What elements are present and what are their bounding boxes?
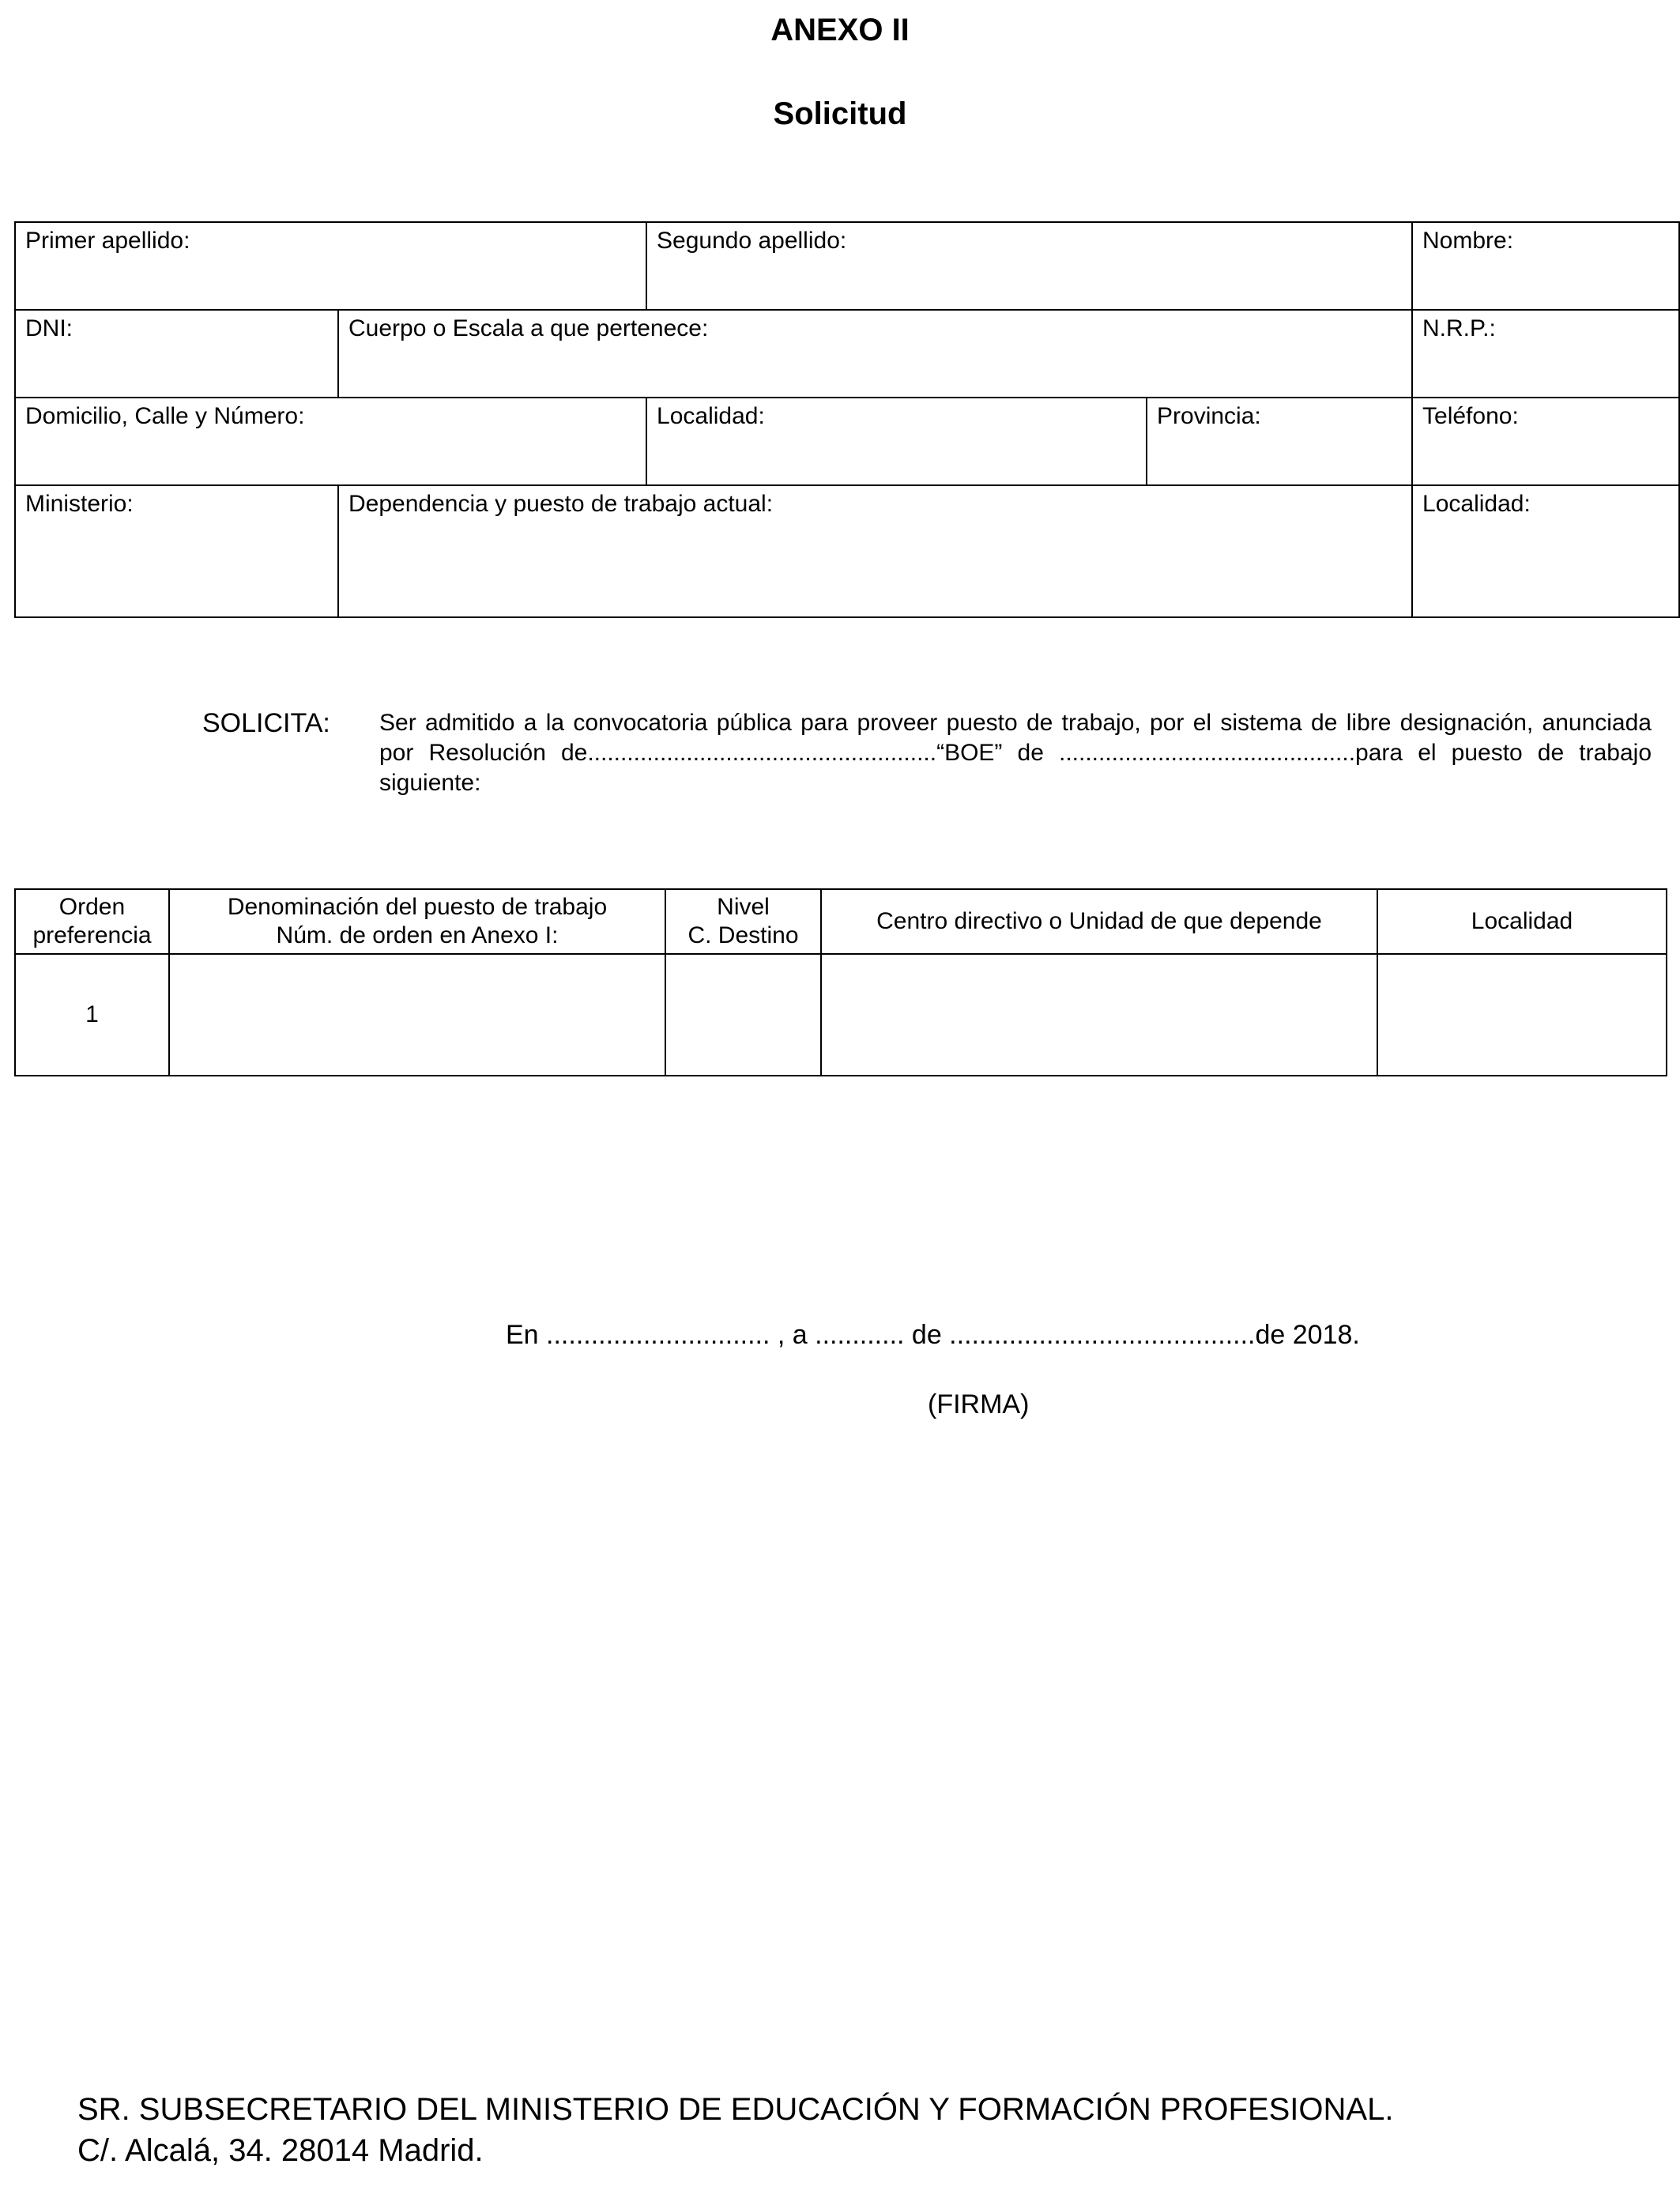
signature-label: (FIRMA) bbox=[928, 1389, 1030, 1419]
table-header-row bbox=[15, 889, 1667, 954]
annex-title: ANEXO II bbox=[770, 13, 910, 47]
field-dni[interactable] bbox=[15, 310, 338, 398]
field-label: Cuerpo o Escala a que pertenece: bbox=[348, 315, 709, 341]
solicita-text: Ser admitido a la convocatoria pública para proveer puesto de trabajo, por el sistema de libre designación, anunciada por Resolución de.....................................................“BOE” de .............................................para el puesto de trabajo siguiente: bbox=[379, 710, 1652, 796]
field-label: Localidad: bbox=[1422, 491, 1531, 517]
header-centro: Centro directivo o Unidad de que depende bbox=[821, 889, 1377, 954]
header-nivel-line2: C. Destino bbox=[687, 922, 799, 948]
header-denominacion bbox=[169, 889, 665, 954]
header-orden-line2: preferencia bbox=[32, 922, 152, 948]
field-label: Localidad: bbox=[657, 403, 765, 429]
field-label: Dependencia y puesto de trabajo actual: bbox=[348, 491, 774, 517]
table-row bbox=[15, 954, 1667, 1076]
field-label: Nombre: bbox=[1422, 228, 1514, 254]
personal-data-table bbox=[14, 221, 1680, 618]
header-denominacion-line2: Núm. de orden en Anexo I: bbox=[276, 922, 559, 948]
recipient-line1: SR. SUBSECRETARIO DEL MINISTERIO DE EDUCACIÓN Y FORMACIÓN PROFESIONAL. bbox=[77, 2092, 1394, 2127]
place-date-line[interactable]: En .............................. , a ............ de .........................................de 2018. bbox=[506, 1320, 1360, 1350]
header-orden bbox=[15, 889, 169, 954]
field-label: N.R.P.: bbox=[1422, 315, 1496, 341]
cell-orden: 1 bbox=[15, 954, 169, 1076]
field-primer-apellido[interactable] bbox=[15, 222, 646, 310]
header-localidad: Localidad bbox=[1377, 889, 1667, 954]
field-label: Primer apellido: bbox=[25, 228, 190, 254]
header-denominacion-line1: Denominación del puesto de trabajo bbox=[227, 894, 608, 920]
field-telefono[interactable] bbox=[1412, 398, 1679, 485]
field-dependencia[interactable] bbox=[338, 485, 1412, 617]
field-localidad[interactable] bbox=[646, 398, 1147, 485]
field-provincia[interactable] bbox=[1147, 398, 1412, 485]
cell-centro[interactable] bbox=[821, 954, 1377, 1076]
field-label: Domicilio, Calle y Número: bbox=[25, 403, 305, 429]
cell-nivel[interactable] bbox=[665, 954, 821, 1076]
field-label: DNI: bbox=[25, 315, 73, 341]
field-nrp[interactable] bbox=[1412, 310, 1679, 398]
form-title: Solicitud bbox=[773, 96, 907, 131]
field-ministerio[interactable] bbox=[15, 485, 338, 617]
header-nivel-line1: Nivel bbox=[717, 894, 770, 920]
recipient-block bbox=[77, 2089, 1393, 2171]
field-cuerpo-escala[interactable] bbox=[338, 310, 1412, 398]
field-label: Provincia: bbox=[1157, 403, 1261, 429]
header-nivel bbox=[665, 889, 821, 954]
cell-denominacion[interactable] bbox=[169, 954, 665, 1076]
job-positions-table bbox=[14, 888, 1667, 1076]
field-label: Segundo apellido: bbox=[657, 228, 847, 254]
field-segundo-apellido[interactable] bbox=[646, 222, 1412, 310]
solicita-label: SOLICITA: bbox=[202, 708, 330, 738]
field-localidad-actual[interactable] bbox=[1412, 485, 1679, 617]
field-domicilio[interactable] bbox=[15, 398, 646, 485]
field-label: Teléfono: bbox=[1422, 403, 1519, 429]
recipient-address: C/. Alcalá, 34. 28014 Madrid. bbox=[77, 2133, 484, 2168]
field-label: Ministerio: bbox=[25, 491, 134, 517]
header-orden-line1: Orden bbox=[58, 894, 126, 920]
cell-localidad[interactable] bbox=[1377, 954, 1667, 1076]
field-nombre[interactable] bbox=[1412, 222, 1679, 310]
